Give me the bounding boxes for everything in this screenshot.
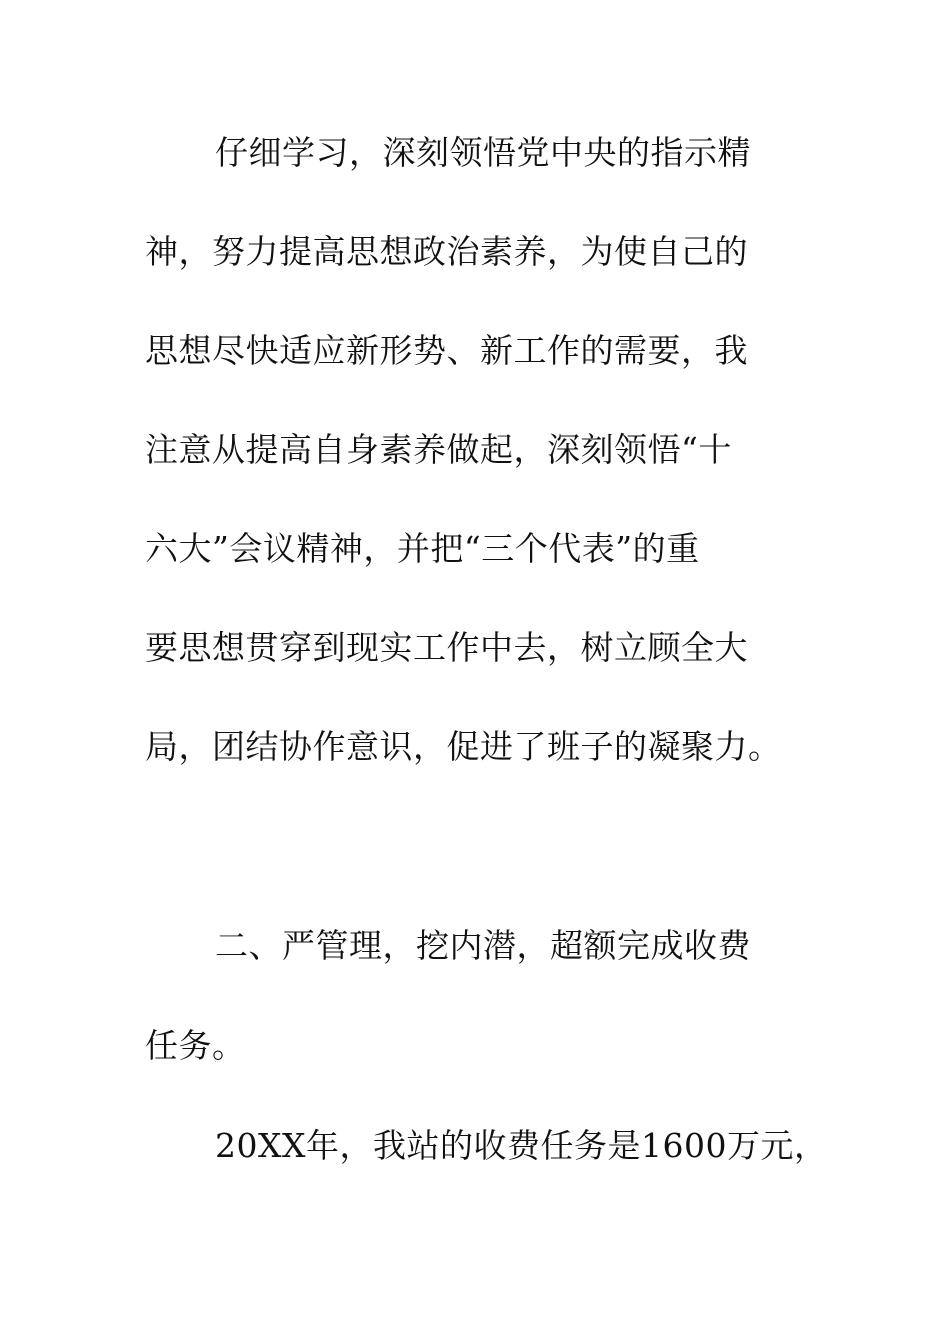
heading-line: 任务。 (145, 1026, 246, 1065)
heading-line: 二、严管理，挖内潜，超额完成收费 (215, 926, 751, 965)
paragraph-line: 仔细学习，深刻领悟党中央的指示精 (215, 133, 751, 172)
paragraph-line: 注意从提高自身素养做起，深刻领悟“十 (145, 430, 732, 469)
paragraph-line: 神，努力提高思想政治素养，为使自己的 (145, 232, 748, 271)
paragraph-line: 要思想贯穿到现实工作中去，树立顾全大 (145, 628, 748, 667)
paragraph-line: 20XX年，我站的收费任务是1600万元， (215, 1126, 828, 1165)
paragraph-line: 六大”会议精神，并把“三个代表”的重 (145, 529, 700, 568)
paragraph-line: 思想尽快适应新形势、新工作的需要，我 (145, 331, 748, 370)
paragraph-line: 局，团结协作意识，促进了班子的凝聚力。 (145, 727, 782, 766)
